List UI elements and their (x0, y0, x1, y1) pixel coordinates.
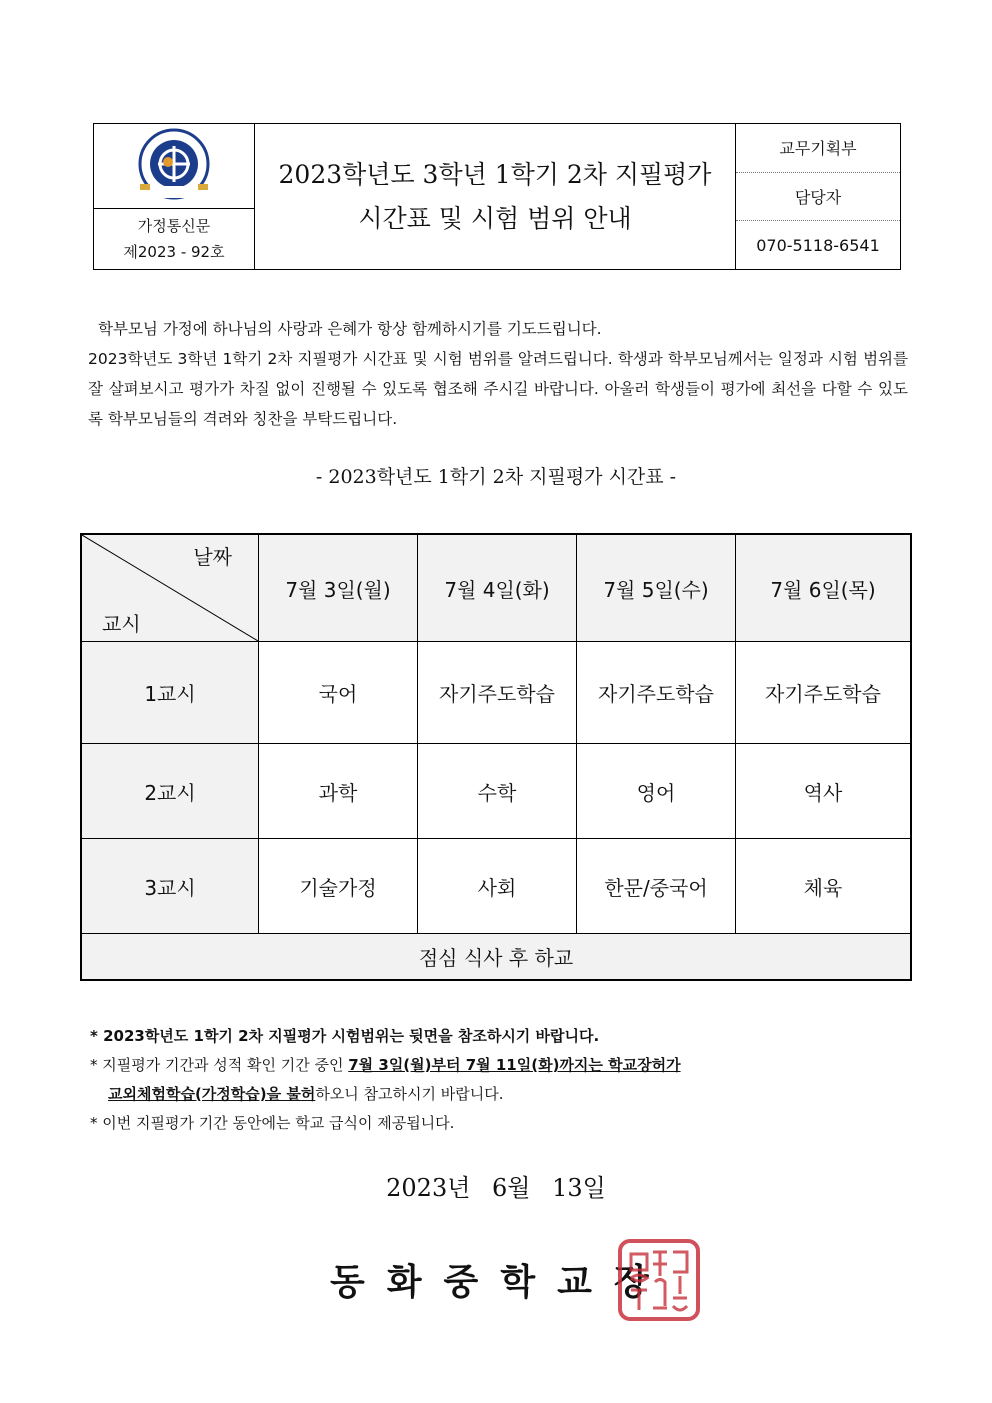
subject-cell: 과학 (259, 744, 418, 839)
contact-label: 담당자 (736, 172, 900, 221)
note-field-trip-prohibited: 교외체험학습(가정학습)을 불허 (108, 1085, 316, 1103)
date-header: 7월 5일(수) (577, 534, 736, 642)
subject-cell: 자기주도학습 (736, 642, 912, 744)
note-meal: * 이번 지필평가 기간 동안에는 학교 급식이 제공됩니다. (90, 1114, 455, 1132)
corner-date-label: 날짜 (193, 545, 232, 569)
header-box (93, 123, 901, 270)
newsletter-label: 가정통신문 (137, 217, 211, 235)
subject-cell: 국어 (259, 642, 418, 744)
table-row (81, 744, 911, 839)
subject-cell: 자기주도학습 (418, 642, 577, 744)
period-label: 3교시 (81, 839, 259, 934)
header-left (94, 124, 255, 269)
notes (90, 1022, 910, 1138)
table-row (81, 642, 911, 744)
title-line2: 시간표 및 시험 범위 안내 (358, 203, 632, 233)
document-title (255, 124, 735, 269)
intro-body: 2023학년도 3학년 1학기 2차 지필평가 시간표 및 시험 범위를 알려드립니다. 학생과 학부모님께서는 일정과 시험 범위를 잘 살펴보시고 평가가 차질 없이 진행될 수 있도록 협조해 주시길 바랍니다. 아울러 학생들이 평가에 최선을 다할 수 있도록 학부모님들의 격려와 칭찬을 부탁드립니다. (88, 350, 908, 428)
school-logo (94, 124, 254, 208)
period-label: 1교시 (81, 642, 259, 744)
subject-cell: 기술가정 (259, 839, 418, 934)
note-field-trip-suffix: 하오니 참고하시기 바랍니다. (315, 1085, 504, 1103)
date-header: 7월 6일(목) (736, 534, 912, 642)
school-principal-signature: 동화중학교장 (330, 1261, 671, 1303)
note-field-trip (90, 1051, 910, 1080)
note-field-trip-prefix: * 지필평가 기간과 성적 확인 기간 중인 (90, 1056, 349, 1074)
intro-greeting: 학부모님 가정에 하나님의 사랑과 은혜가 항상 함께하시기를 기도드립니다. (98, 320, 602, 338)
subject-cell: 한문/중국어 (577, 839, 736, 934)
period-label: 2교시 (81, 744, 259, 839)
schedule-footer: 점심 식사 후 하교 (81, 934, 911, 980)
corner-period-label: 교시 (102, 612, 141, 636)
subject-cell: 수학 (418, 744, 577, 839)
note-field-trip-period: 7월 3일(월)부터 7월 11일(화)까지는 학교장허가 (348, 1056, 681, 1074)
schedule-title: - 2023학년도 1학기 2차 지필평가 시간표 - (315, 466, 677, 488)
school-seal-stamp (617, 1238, 701, 1322)
subject-cell: 체육 (736, 839, 912, 934)
document-date: 2023년 6월 13일 (386, 1174, 606, 1202)
subject-cell: 사회 (418, 839, 577, 934)
title-line1: 2023학년도 3학년 1학기 2차 지필평가 (278, 159, 712, 189)
date-header: 7월 4일(화) (418, 534, 577, 642)
schedule-table (80, 533, 912, 981)
table-row (81, 839, 911, 934)
department: 교무기획부 (779, 139, 857, 159)
subject-cell: 자기주도학습 (577, 642, 736, 744)
header-right (735, 124, 900, 269)
subject-cell: 역사 (736, 744, 912, 839)
date-header: 7월 3일(월) (259, 534, 418, 642)
note-field-trip-continued (90, 1080, 910, 1109)
intro-text (88, 314, 908, 434)
issue-number: 제2023 - 92호 (123, 243, 225, 261)
newsletter-info (94, 208, 254, 269)
corner-cell (81, 534, 259, 642)
subject-cell: 영어 (577, 744, 736, 839)
note-exam-range: * 2023학년도 1학기 2차 지필평가 시험범위는 뒷면을 참조하시기 바랍니다. (90, 1027, 600, 1045)
phone-number: 070-5118-6541 (736, 220, 900, 269)
